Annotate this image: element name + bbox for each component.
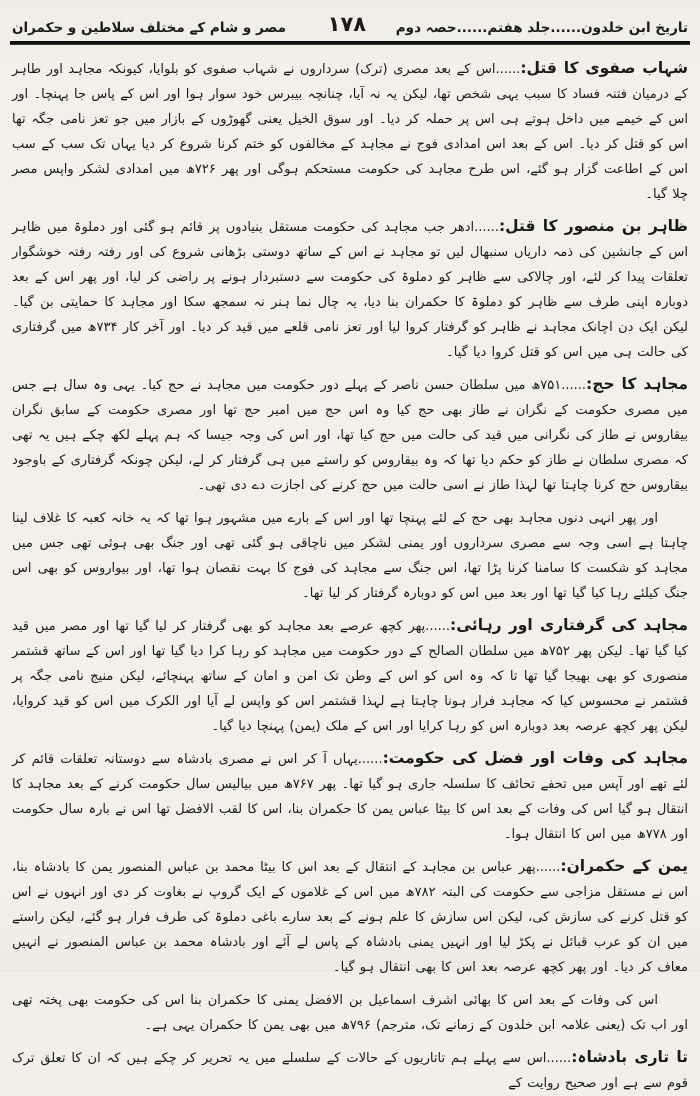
paragraph-heading: مجاہد کی وفات اور فضل کی حکومت: <box>382 749 688 767</box>
paragraph <box>12 987 688 1038</box>
paragraph-text: ......اس سے پہلے ہم تاتاریوں کے حالات کے سلسلے میں یہ تحریر کر چکے ہیں کہ ان کا تعلق ترک قوم سے ہے اور صحیح روایت کے <box>12 1051 688 1091</box>
paragraph-heading: یمن کے حکمران: <box>560 857 688 875</box>
paragraph-heading: ظاہر بن منصور کا قتل: <box>498 217 689 235</box>
paragraph <box>12 505 688 606</box>
paragraph-heading: مجاہد کی گرفتاری اور رہائی: <box>450 616 688 634</box>
paragraph <box>12 613 688 739</box>
header-divider-rule <box>10 41 690 45</box>
paragraph-text: اور پھر انہی دنوں مجاہد بھی حج کے لئے پہنچا تھا اور اس کے بارے میں مشہور ہوا تھا کہ یہ خانہ کعبہ کا غلاف لینا چاہتا ہے اسی وجہ سے مصری سرداروں اور یمنی لشکر میں ناچاقی ہو گئی تھی اور جنگ بھی ہوئی تھی جس میں مجاہد کو شکست کا سامنا کرنا پڑا تھا، اس جنگ سے مجاہد کی فوج کا بہت نقصان ہوا تھا، اور بیواروس کو بھی اس جنگ کیلئے رہا کیا گیا تھا اور بعد میں اس کو دوبارہ گرفتار کر لیا تھا۔ <box>12 511 688 601</box>
header-title-right: تاریخ ابن خلدون......جلد هفتم......حصہ دوم <box>395 20 688 36</box>
paragraph-text: ......۷۵۱ھ میں سلطان حسن ناصر کے پہلے دور حکومت میں مجاہد نے حج کیا۔ یہی وہ سال ہے جس میں مصری حکومت کے نگران نے طاز بھی حج کیا وہ اس حج میں امیر حج تھا اور مصری حکومت کے سابق نگران بیقاروس نے طاز کی نگرانی میں قید کی حالت میں حج کیا تھا، اور اس کی وجہ جیسا کہ ہم پہلے لکھ چکے ہیں یہ تھی کہ مصری سلطان نے طاز کو حکم دیا تھا کہ وہ بیقاروس کو راستے میں ہی گرفتار کر لے، لیکن چونکہ گرفتاری کے باوجود بیقاروس حج کرنا چاہتا تھا لہذا طاز نے اسی حالت میں حج کرنے کی اجازت دے دی تھی۔ <box>12 378 688 493</box>
paragraph <box>12 854 688 980</box>
paragraph-heading: مجاہد کا حج: <box>586 375 688 393</box>
paragraph-text: اس کی وفات کے بعد اس کا بھائی اشرف اسماعیل بن الافضل یمنی کا حکمران بنا اس کی حکومت بھی پختہ تھی اور اب تک (یعنی علامہ ابن خلدون کے زمانے تک، مترجم) ۷۹۶ھ میں بھی یمن کا حکمران یہی ہے۔ <box>12 993 688 1033</box>
paragraph-heading: تا تاری بادشاہ: <box>571 1048 689 1066</box>
paragraph <box>12 746 688 847</box>
paragraph <box>12 214 688 365</box>
page-body-text <box>10 47 690 1096</box>
paragraph-heading: شہاب صفوی کا قتل: <box>520 59 689 77</box>
paragraph <box>12 1045 688 1096</box>
paragraph-text: ......ادھر جب مجاہد کی حکومت مستقل بنیادوں پر قائم ہو گئی اور دملوۃ میں ظاہر اس کے جانشین کی ذمہ داریاں سنبھال لیں تو مجاہد نے اس کے ساتھ دوستی بڑھانی شروع کی اور رفتہ رفتہ خوشگوار تعلقات پیدا کر لئے، اور چالاکی سے ظاہر کو دملوۃ کی حکومت سے دستبردار ہونے پر راضی کر لیا، اور پھر اس کے بعد دوبارہ اپنی طرف سے ظاہر کو دملوۃ کا حکمران بنا دیا، یہ چال نما ہنر نہ سمجھ سکا اور مجاہد کا حمایتی بن گیا۔ لیکن ایک دن اچانک مجاہد نے ظاہر کو گرفتار کروا لیا اور تعز نامی قلعے میں قید کر دیا۔ اور آخر کار ۷۳۴ھ میں گرفتاری کی حالت ہی میں اس کو قتل کروا دیا گیا۔ <box>12 220 688 360</box>
paragraph <box>12 56 688 207</box>
paragraph <box>12 372 688 498</box>
page-number: ۱۷۸ <box>327 12 367 36</box>
paragraph-text: ......یہاں آ کر اس نے مصری بادشاہ سے دوستانہ تعلقات قائم کر لئے تھے اور آپس میں تحفے تحائف کا سلسلہ جاری ہو گیا تھا۔ پھر ۷۶۷ھ میں بیالیس سال حکومت کرنے کے بعد مجاہد کا انتقال ہو گیا اس کی وفات کے بعد اس کا بیٹا عباس یمن کا حکمران بنا، اس کا لقب الافضل تھا اس نے بارہ سال حکومت اور ۷۷۸ھ میں اس کا انتقال ہوا۔ <box>12 752 689 842</box>
paragraph-text: ......پھر عباس بن مجاہد کے انتقال کے بعد اس کا بیٹا محمد بن عباس المنصور یمن کا بادشاہ بنا، اس نے مستقل مزاجی سے حکومت کی البتہ ۷۸۲ھ میں اس کے غلاموں کے ایک گروپ نے بغاوت کر دی اور انہوں نے اس کو قتل کرنے کی سازش کی، لیکن اس سازش کا علم ہونے کے بعد سارے باغی دملوۃ کی طرف فرار ہو گئے، لیکن راستے میں ان کو عرب قبائل نے پکڑ لیا اور انہیں یمنی بادشاہ کے پاس لے آئے اور بادشاہ محمد بن عباس المنصور نے انہیں معاف کر دیا۔ اور پھر کچھ عرصہ بعد اس کا بھی انتقال ہو گیا۔ <box>12 860 689 975</box>
paragraph-text: ......اس کے بعد مصری (ترک) سرداروں نے شہاب صفوی کو بلوایا، کیونکہ مجاہد اور طاہر کے درمیان فتنہ فساد کا سبب یہی شخص تھا، لیکن یہ نہ آیا، چنانچہ بیبرس خود سوار ہوا اور اس کے پاس جا پہنچا۔ اور اس کے خیمے میں داخل ہوتے ہی اس پر حملہ کر دیا۔ اور سوق الخیل یعنی گھوڑوں کے بازار میں جو تعز نامی جگہ تھا اس کو قتل کر دیا۔ اس کے بعد اس امدادی فوج نے مجاہد کے مخالفوں کو ختم کرنا شروع کر دیا یہاں تک سب کے سب اس کے اطاعت گزار ہو گئے، اس طرح مجاہد کی حکومت مستحکم ہوگی اور پھر ۷۲۶ھ میں امدادی لشکر واپس مصر چلا گیا۔ <box>12 62 688 202</box>
paragraph-text: ......پھر کچھ عرصے بعد مجاہد کو بھی گرفتار کر لیا گیا تھا اور مصر میں قید کیا گیا تھا۔ لیکن پھر ۷۵۲ھ میں سلطان الصالح کے دور حکومت میں مجاہد کو رہا کرا دیا گیا تھا اور اس کے ساتھ قشتمر منصوری کو بھی بھیجا گیا تھا تا کہ وہ اس کو اس کے وطن تک امن و امان کے ساتھ پہنچائے، لیکن منیج نامی جگہ پر قشتمر نے محسوس کیا کہ مجاہد فرار ہونا چاہتا ہے لہذا قشتمر اس کو واپس لے آیا اور الکرک میں اس کو قید کروایا، لیکن پھر کچھ عرصہ بعد دوبارہ اس کو رہا کرایا اور اس کے ملک (یمن) پہنچا دیا گیا۔ <box>12 619 689 734</box>
header-title-left: مصر و شام کے مختلف سلاطین و حکمران <box>12 20 287 36</box>
page-header <box>10 10 690 36</box>
